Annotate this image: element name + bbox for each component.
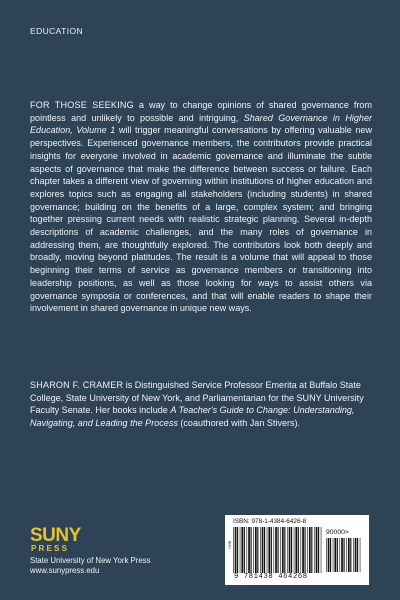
bio-text-2: (coauthored with Jan Stivers).: [177, 418, 301, 429]
barcode-bar: [340, 538, 341, 572]
barcode-bar: [311, 527, 312, 573]
barcode-bar: [271, 527, 272, 573]
press-logo: PRESS: [31, 544, 70, 553]
barcode-bar: [301, 527, 302, 573]
barcode-bar: [334, 538, 336, 572]
publisher-block: [30, 525, 151, 575]
barcode-bar: [260, 527, 261, 573]
barcode-bar: [264, 527, 265, 573]
barcode-bar: [284, 527, 285, 573]
publisher-name: State University of New York Press: [30, 556, 151, 565]
barcode-bar: [244, 527, 245, 573]
barcode-bar: [302, 527, 304, 573]
author-bio: [30, 379, 372, 430]
barcode-bar: [333, 538, 334, 572]
barcode-bar: [253, 527, 254, 573]
barcode-bar: [248, 527, 250, 573]
barcode-bar: [247, 527, 248, 573]
barcode-bar: [267, 527, 268, 573]
ean-barcode: [233, 527, 323, 573]
barcode-bar: [294, 527, 295, 573]
barcode-bar: [287, 527, 288, 573]
barcode-bar: [355, 538, 357, 572]
author-name: SHARON F. CRAMER: [30, 380, 124, 390]
barcode-bar: [314, 527, 315, 573]
barcode-bar: [330, 538, 331, 572]
barcode-bar: [257, 527, 258, 573]
barcode-bar: [262, 527, 264, 573]
price-code: 90000>: [326, 529, 349, 536]
addon-barcode: [326, 538, 362, 572]
barcode-bar: [337, 538, 338, 572]
barcode-bar: [235, 527, 237, 573]
barcode-bar: [274, 527, 275, 573]
bio-text-1: is Distinguished Service Professor Emerita at Buffalo State College, State University of New York, and Parliamentarian for the SUNY University Faculty Senate. Her books include: [30, 380, 364, 416]
ean-digits: 9 781438 464268: [234, 573, 308, 581]
barcode-bar: [346, 538, 347, 572]
barcode-bar: [321, 527, 322, 573]
barcode-bar: [348, 538, 350, 572]
barcode-bar: [255, 527, 257, 573]
suny-logo: SUNY: [30, 525, 81, 546]
description-text-1: a way to change opinions of shared governance from pointless and unlikely to possible and intriguing,: [30, 100, 373, 123]
barcode-bar: [309, 527, 311, 573]
barcode-bar: [307, 527, 308, 573]
barcode-bar: [295, 527, 297, 573]
barcode-bar: [291, 527, 292, 573]
barcode-bar: [237, 527, 238, 573]
barcode-bar: [318, 527, 319, 573]
barcode-bar: [350, 538, 351, 572]
barcode-bar: [357, 538, 358, 572]
barcode-bar: [326, 538, 327, 572]
other-book-title: A Teacher's Guide to Change: Understanding, Navigating, and Leading the Process: [30, 405, 355, 429]
barcode-bar: [275, 527, 277, 573]
barcode-bar: [298, 527, 299, 573]
book-title-italic: Shared Governance in Higher Education, Volume 1: [30, 112, 372, 136]
barcode-bar: [282, 527, 284, 573]
description-lead: FOR THOSE SEEKING: [30, 100, 134, 110]
barcode-side-label: NHB: [227, 540, 232, 549]
isbn-label: ISBN: 978-1-4384-6426-8: [233, 518, 307, 525]
barcode-bar: [353, 538, 354, 572]
barcode-bar: [268, 527, 270, 573]
barcode-bar: [289, 527, 291, 573]
barcode-bar: [251, 527, 252, 573]
barcode-bar: [328, 538, 330, 572]
barcode-bar: [316, 527, 318, 573]
barcode-bar: [280, 527, 281, 573]
barcode-bar: [341, 538, 343, 572]
barcode-bar: [360, 538, 361, 572]
barcode-bar: [344, 538, 345, 572]
book-description: [30, 99, 372, 315]
barcode-bar: [305, 527, 306, 573]
barcode-bar: [240, 527, 241, 573]
barcode-panel: [225, 515, 369, 585]
barcode-bar: [278, 527, 279, 573]
barcode-bar: [241, 527, 243, 573]
publisher-url: www.sunypress.edu: [30, 565, 100, 575]
category-label: EDUCATION: [30, 26, 84, 36]
description-text-2: will trigger meaningful conversations by offering valuable new perspectives. Experienced governance members, the contributors provide practical insights for everyone involved in academic governance and illuminate the subtle aspects of governance that make the difference between success or failure. Each chapter takes a different view of governing within institutions of higher education and explores topics such as engaging all stakeholders (including students) in shared governance; building on the benefits of a large, complex system; and bringing together pressing current needs with realistic strategic planning. Several in-depth descriptions of academic challenges, and the many roles of governance in addressing them, are thoughtfully explored. The contributors look both deeply and broadly, moving beyond platitudes. The result is a volume that will appeal to those beginning their terms of service as governance members or transitioning into leadership positions, as well as those looking for ways to assist others via governance symposia or conferences, and that will enable readers to shape their involvement in shared governance in unique new ways.: [30, 125, 372, 314]
barcode-bar: [233, 527, 234, 573]
